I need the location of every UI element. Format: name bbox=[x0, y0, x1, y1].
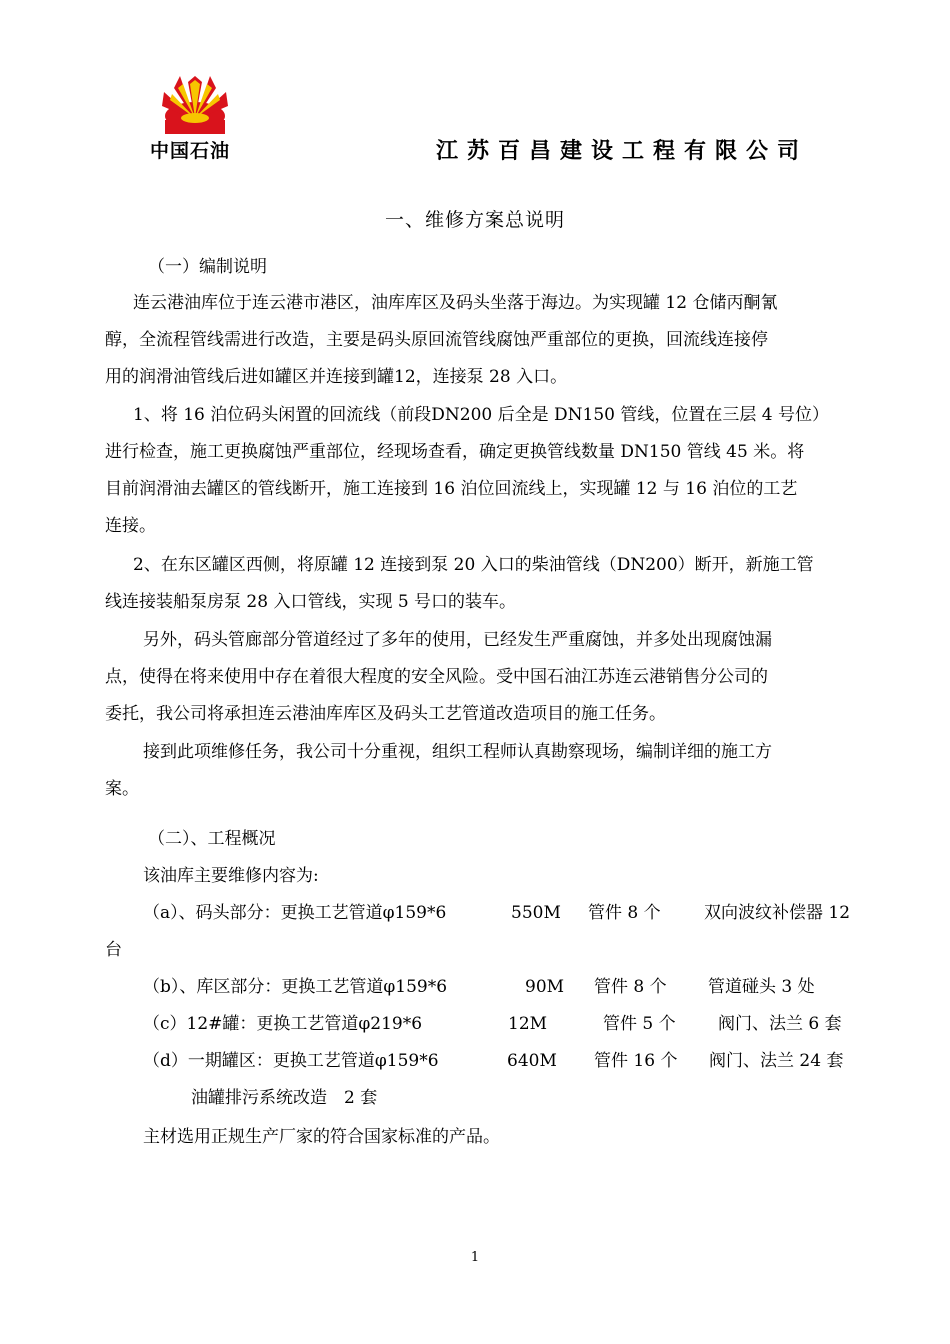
item-d-label: （d）一期罐区：更换工艺管道φ159*6 bbox=[143, 1051, 439, 1071]
closing-line: 主材选用正规生产厂家的符合国家标准的产品。 bbox=[143, 1127, 500, 1147]
paragraph-line: 醇，全流程管线需进行改造，主要是码头原回流管线腐蚀严重部位的更换，回流线连接停 bbox=[105, 330, 768, 350]
paragraph-line: 委托，我公司将承担连云港油库库区及码头工艺管道改造项目的施工任务。 bbox=[105, 704, 666, 724]
paragraph-line: 连接。 bbox=[105, 516, 156, 536]
item-c-label: （c）12#罐：更换工艺管道φ219*6 bbox=[143, 1014, 423, 1034]
paragraph-line: 案。 bbox=[105, 779, 139, 799]
item-b-fittings: 管件 8 个 bbox=[594, 977, 667, 997]
item-a-continuation: 台 bbox=[105, 940, 122, 960]
subsection1-heading: （一）编制说明 bbox=[148, 257, 267, 277]
paragraph-line: 另外，码头管廊部分管道经过了多年的使用，已经发生严重腐蚀，并多处出现腐蚀漏 bbox=[143, 630, 772, 650]
subsection2-heading: （二）、工程概况 bbox=[148, 829, 276, 849]
item-c-extra: 阀门、法兰 6 套 bbox=[718, 1014, 842, 1034]
paragraph-line: 用的润滑油管线后进如罐区并连接到罐12，连接泵 28 入口。 bbox=[105, 367, 568, 387]
subsection2-intro: 该油库主要维修内容为: bbox=[143, 866, 319, 886]
paragraph-line: 1、将 16 泊位码头闲置的回流线（前段DN200 后全是 DN150 管线，位置在三层 4 号位） bbox=[133, 405, 829, 425]
paragraph-line: 目前润滑油去罐区的管线断开，施工连接到 16 泊位回流线上，实现罐 12 与 16 泊位的工艺 bbox=[105, 479, 798, 499]
page-number: 1 bbox=[470, 1250, 480, 1265]
paragraph-line: 连云港油库位于连云港市港区，油库库区及码头坐落于海边。为实现罐 12 仓储丙酮氰 bbox=[133, 293, 778, 313]
section-title: 一、维修方案总说明 bbox=[384, 209, 565, 231]
company-name: 江苏百昌建设工程有限公司 bbox=[436, 139, 809, 164]
paragraph-line: 接到此项维修任务，我公司十分重视，组织工程师认真勘察现场，编制详细的施工方 bbox=[143, 742, 772, 762]
item-d-qty: 640M bbox=[507, 1051, 557, 1071]
item-e-label: 油罐排污系统改造 2 套 bbox=[191, 1088, 378, 1108]
paragraph-line: 点，使得在将来使用中存在着很大程度的安全风险。受中国石油江苏连云港销售分公司的 bbox=[105, 667, 768, 687]
logo-text: 中国石油 bbox=[150, 140, 231, 162]
item-b-qty: 90M bbox=[525, 977, 565, 997]
item-b-extra: 管道碰头 3 处 bbox=[708, 977, 815, 997]
item-a-qty: 550M bbox=[511, 903, 561, 923]
paragraph-line: 2、在东区罐区西侧，将原罐 12 连接到泵 20 入口的柴油管线（DN200）断开，新施工管 bbox=[133, 555, 814, 575]
sunflower-logo-icon bbox=[162, 76, 228, 134]
item-d-fittings: 管件 16 个 bbox=[594, 1051, 678, 1071]
item-b-label: （b）、库区部分：更换工艺管道φ159*6 bbox=[143, 977, 448, 997]
item-d-extra: 阀门、法兰 24 套 bbox=[709, 1051, 844, 1071]
item-a-label: （a）、码头部分：更换工艺管道φ159*6 bbox=[143, 903, 447, 923]
item-a-extra: 双向波纹补偿器 12 bbox=[704, 903, 851, 923]
item-a-fittings: 管件 8 个 bbox=[588, 903, 661, 923]
paragraph-line: 线连接装船泵房泵 28 入口管线，实现 5 号口的装车。 bbox=[105, 592, 517, 612]
item-c-qty: 12M bbox=[508, 1014, 548, 1034]
item-c-fittings: 管件 5 个 bbox=[603, 1014, 676, 1034]
paragraph-line: 进行检查，施工更换腐蚀严重部位，经现场查看，确定更换管线数量 DN150 管线 45 米。将 bbox=[105, 442, 805, 462]
